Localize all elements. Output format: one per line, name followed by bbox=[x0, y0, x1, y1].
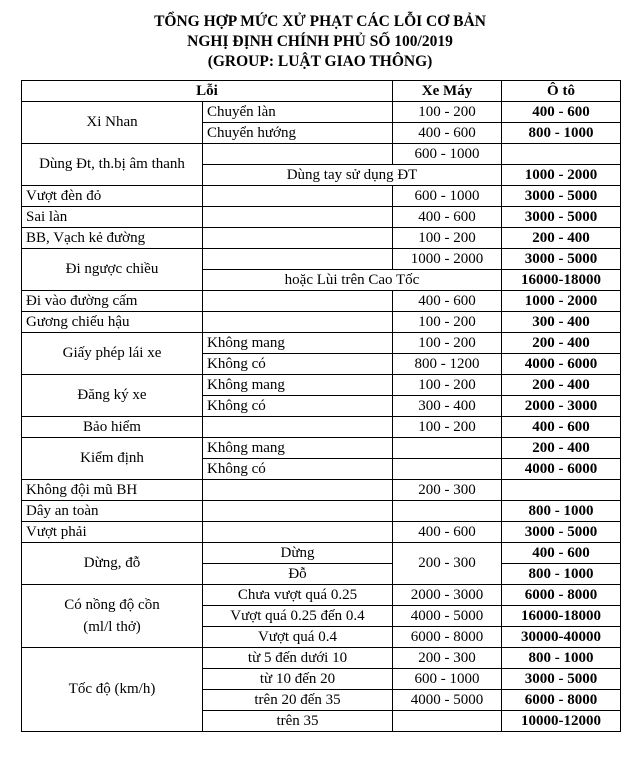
table-row bbox=[22, 333, 621, 354]
car-fine: 800 - 1000 bbox=[502, 648, 621, 669]
empty-cell bbox=[203, 249, 393, 270]
car-fine: 300 - 400 bbox=[502, 312, 621, 333]
motorbike-fine: 4000 - 5000 bbox=[393, 690, 502, 711]
violation-label: Sai làn bbox=[22, 207, 203, 228]
table-row bbox=[22, 186, 621, 207]
violation-label: Dùng Đt, th.bị âm thanh bbox=[22, 144, 203, 186]
decree-subtitle: NGHỊ ĐỊNH CHÍNH PHỦ SỐ 100/2019 bbox=[187, 33, 453, 50]
sub-case: từ 10 đến 20 bbox=[203, 669, 393, 690]
car-fine: 200 - 400 bbox=[502, 333, 621, 354]
empty-cell bbox=[203, 207, 393, 228]
sub-case: Không mang bbox=[203, 333, 393, 354]
table-row bbox=[22, 102, 621, 123]
car-fine: 3000 - 5000 bbox=[502, 249, 621, 270]
violation-label: Dây an toàn bbox=[22, 501, 203, 522]
car-fine: 800 - 1000 bbox=[502, 501, 621, 522]
header-xe-may: Xe Máy bbox=[393, 81, 502, 102]
car-fine: 2000 - 3000 bbox=[502, 396, 621, 417]
motorbike-fine: 100 - 200 bbox=[393, 417, 502, 438]
motorbike-fine: 600 - 1000 bbox=[393, 186, 502, 207]
header-row bbox=[22, 81, 621, 102]
violation-label: Dừng, đỗ bbox=[22, 543, 203, 585]
motorbike-fine: 6000 - 8000 bbox=[393, 627, 502, 648]
sub-case: trên 35 bbox=[203, 711, 393, 732]
group-subtitle: (GROUP: LUẬT GIAO THÔNG) bbox=[207, 53, 433, 70]
table-row bbox=[22, 249, 621, 270]
sub-case: từ 5 đến dưới 10 bbox=[203, 648, 393, 669]
violation-label: Gương chiếu hậu bbox=[22, 312, 203, 333]
motorbike-fine: 100 - 200 bbox=[393, 312, 502, 333]
table-row bbox=[22, 291, 621, 312]
car-fine: 30000-40000 bbox=[502, 627, 621, 648]
violation-label: Đi vào đường cấm bbox=[22, 291, 203, 312]
motorbike-fine: 400 - 600 bbox=[393, 291, 502, 312]
empty-cell bbox=[393, 459, 502, 480]
header-o-to: Ô tô bbox=[502, 81, 621, 102]
car-fine: 200 - 400 bbox=[502, 438, 621, 459]
table-row bbox=[22, 417, 621, 438]
car-fine: 800 - 1000 bbox=[502, 123, 621, 144]
motorbike-fine: 200 - 300 bbox=[393, 480, 502, 501]
sub-case: Dừng bbox=[203, 543, 393, 564]
empty-cell bbox=[203, 291, 393, 312]
table-row bbox=[22, 501, 621, 522]
motorbike-fine: 100 - 200 bbox=[393, 333, 502, 354]
sub-case: Chưa vượt quá 0.25 bbox=[203, 585, 393, 606]
motorbike-fine: 200 - 300 bbox=[393, 543, 502, 585]
empty-cell bbox=[203, 480, 393, 501]
table-row bbox=[22, 543, 621, 564]
motorbike-fine: 400 - 600 bbox=[393, 522, 502, 543]
sub-case: Không mang bbox=[203, 375, 393, 396]
car-fine: 16000-18000 bbox=[502, 270, 621, 291]
motorbike-fine: 300 - 400 bbox=[393, 396, 502, 417]
motorbike-fine: 600 - 1000 bbox=[393, 669, 502, 690]
car-fine: 400 - 600 bbox=[502, 543, 621, 564]
violation-label: Giấy phép lái xe bbox=[22, 333, 203, 375]
table-row bbox=[22, 648, 621, 669]
motorbike-fine: 1000 - 2000 bbox=[393, 249, 502, 270]
empty-cell bbox=[203, 522, 393, 543]
car-fine: 4000 - 6000 bbox=[502, 459, 621, 480]
motorbike-fine: 4000 - 5000 bbox=[393, 606, 502, 627]
car-fine: 3000 - 5000 bbox=[502, 669, 621, 690]
table-row bbox=[22, 438, 621, 459]
header-loi: Lỗi bbox=[22, 81, 393, 102]
empty-cell bbox=[203, 501, 393, 522]
table-row bbox=[22, 480, 621, 501]
violation-label: Kiểm định bbox=[22, 438, 203, 480]
sub-case: Vượt quá 0.25 đến 0.4 bbox=[203, 606, 393, 627]
motorbike-fine: 800 - 1200 bbox=[393, 354, 502, 375]
sub-case: Không có bbox=[203, 459, 393, 480]
motorbike-fine: 600 - 1000 bbox=[393, 144, 502, 165]
car-fine: 400 - 600 bbox=[502, 417, 621, 438]
car-fine: 10000-12000 bbox=[502, 711, 621, 732]
empty-cell bbox=[203, 186, 393, 207]
empty-cell bbox=[502, 144, 621, 165]
fines-table bbox=[21, 80, 621, 732]
sub-case: Đỗ bbox=[203, 564, 393, 585]
motorbike-fine: 200 - 300 bbox=[393, 648, 502, 669]
motorbike-fine: 2000 - 3000 bbox=[393, 585, 502, 606]
alcohol-label: Có nồng độ cồn bbox=[64, 597, 160, 613]
table-row bbox=[22, 375, 621, 396]
car-fine: 3000 - 5000 bbox=[502, 186, 621, 207]
motorbike-fine: 100 - 200 bbox=[393, 375, 502, 396]
violation-label: Đăng ký xe bbox=[22, 375, 203, 417]
violation-label: Đi ngược chiều bbox=[22, 249, 203, 291]
violation-label: Tốc độ (km/h) bbox=[22, 648, 203, 732]
sub-case: Chuyển làn bbox=[203, 102, 393, 123]
sub-case: Không có bbox=[203, 354, 393, 375]
motorbike-fine: 400 - 600 bbox=[393, 123, 502, 144]
sub-case: trên 20 đến 35 bbox=[203, 690, 393, 711]
car-fine: 200 - 400 bbox=[502, 228, 621, 249]
car-fine: 400 - 600 bbox=[502, 102, 621, 123]
motorbike-fine: 400 - 600 bbox=[393, 207, 502, 228]
sub-case-note: hoặc Lùi trên Cao Tốc bbox=[203, 270, 502, 291]
empty-cell bbox=[502, 480, 621, 501]
violation-label: Không đội mũ BH bbox=[22, 480, 203, 501]
violation-label: Xi Nhan bbox=[22, 102, 203, 144]
empty-cell bbox=[203, 228, 393, 249]
empty-cell bbox=[203, 312, 393, 333]
violation-label: Vượt đèn đỏ bbox=[22, 186, 203, 207]
table-row bbox=[22, 144, 621, 165]
empty-cell bbox=[393, 711, 502, 732]
car-fine: 3000 - 5000 bbox=[502, 207, 621, 228]
alcohol-unit: (ml/l thở) bbox=[83, 619, 141, 635]
empty-cell bbox=[393, 438, 502, 459]
car-fine: 16000-18000 bbox=[502, 606, 621, 627]
sub-case: Không có bbox=[203, 396, 393, 417]
table-row bbox=[22, 207, 621, 228]
empty-cell bbox=[203, 144, 393, 165]
sub-case: Vượt quá 0.4 bbox=[203, 627, 393, 648]
sub-case: Không mang bbox=[203, 438, 393, 459]
document-title: TỔNG HỢP MỨC XỬ PHẠT CÁC LỖI CƠ BẢN bbox=[154, 13, 486, 30]
sub-case-note: Dùng tay sử dụng ĐT bbox=[203, 165, 502, 186]
car-fine: 4000 - 6000 bbox=[502, 354, 621, 375]
table-row bbox=[22, 585, 621, 606]
car-fine: 1000 - 2000 bbox=[502, 165, 621, 186]
table-row bbox=[22, 522, 621, 543]
table-row bbox=[22, 312, 621, 333]
table-row bbox=[22, 228, 621, 249]
car-fine: 3000 - 5000 bbox=[502, 522, 621, 543]
empty-cell bbox=[203, 417, 393, 438]
sub-case: Chuyển hướng bbox=[203, 123, 393, 144]
violation-label: BB, Vạch kẻ đường bbox=[22, 228, 203, 249]
violation-label: Vượt phải bbox=[22, 522, 203, 543]
violation-label bbox=[22, 585, 203, 648]
motorbike-fine: 100 - 200 bbox=[393, 228, 502, 249]
car-fine: 6000 - 8000 bbox=[502, 690, 621, 711]
empty-cell bbox=[393, 501, 502, 522]
violation-label: Bảo hiểm bbox=[22, 417, 203, 438]
car-fine: 800 - 1000 bbox=[502, 564, 621, 585]
car-fine: 200 - 400 bbox=[502, 375, 621, 396]
car-fine: 6000 - 8000 bbox=[502, 585, 621, 606]
motorbike-fine: 100 - 200 bbox=[393, 102, 502, 123]
car-fine: 1000 - 2000 bbox=[502, 291, 621, 312]
